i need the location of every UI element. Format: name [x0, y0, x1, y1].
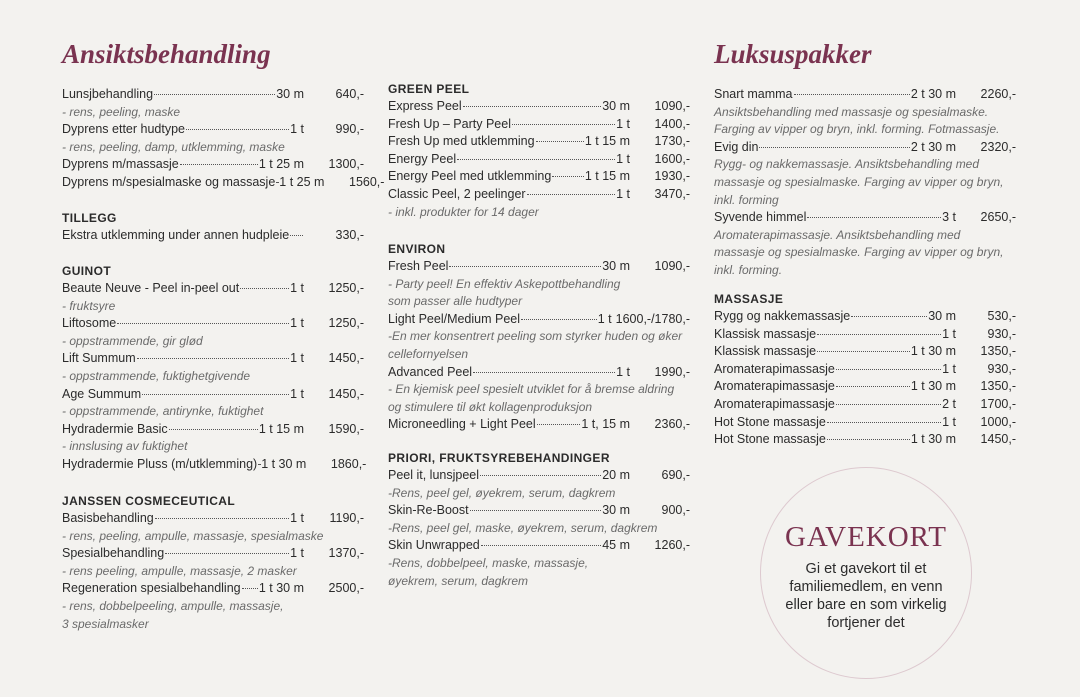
item-price: 1600,-	[654, 151, 690, 166]
item-name: Express Peel	[388, 99, 462, 113]
list-janssen	[62, 510, 364, 633]
price-row	[714, 139, 1016, 157]
price-row	[388, 116, 690, 134]
price-row	[388, 151, 690, 169]
item-description: - oppstrammende, fuktighetgivende	[62, 368, 251, 383]
dot-leader	[827, 422, 941, 423]
item-description: som passer alle hudtyper	[388, 294, 523, 309]
item-description: -Rens, peel gel, øyekrem, serum, dagkrem	[388, 485, 616, 500]
item-name: Classic Peel, 2 peelinger	[388, 186, 526, 201]
price-row	[388, 311, 690, 329]
dot-leader	[137, 358, 289, 359]
item-duration: 1 t	[290, 511, 304, 525]
price-row	[62, 510, 364, 528]
dot-leader	[527, 194, 616, 195]
item-description: cellefornyelsen	[388, 346, 469, 361]
item-name: Advanced Peel	[388, 364, 473, 379]
item-price: 930,-	[987, 361, 1016, 376]
item-name: Rygg og nakkemassasje	[714, 309, 851, 323]
item-duration: 1 t	[290, 351, 304, 366]
item-price: 2320,-	[980, 139, 1016, 154]
list-environ	[388, 258, 690, 434]
item-name: Age Summum	[62, 386, 142, 401]
dot-leader	[512, 124, 615, 125]
item-duration: 30 m	[928, 309, 956, 323]
item-name: Lunsjbehandling	[62, 87, 154, 101]
item-description: inkl. forming.	[714, 262, 783, 277]
price-row	[388, 258, 690, 276]
price-row	[62, 386, 364, 404]
price-row	[714, 361, 1016, 379]
dot-leader	[759, 147, 909, 148]
price-row	[62, 315, 364, 333]
item-name: Snart mamma	[714, 87, 793, 101]
price-row	[388, 502, 690, 520]
item-name: Basisbehandling	[62, 511, 154, 525]
dot-leader	[169, 429, 258, 430]
item-name: Regeneration spesialbehandling	[62, 581, 241, 596]
item-name: Hydradermie Pluss (m/utklemming)	[62, 456, 258, 471]
list-luksuspakker	[714, 86, 1016, 280]
item-price: 1350,-	[980, 379, 1016, 394]
item-duration: 30 m	[276, 87, 304, 101]
dot-leader	[142, 394, 289, 395]
dot-leader	[473, 372, 615, 373]
price-row	[62, 121, 364, 139]
item-name: Liftosome	[62, 316, 117, 331]
dot-leader	[258, 464, 260, 465]
item-description: Rygg- og nakkemassasje. Ansiktsbehandling med	[714, 157, 980, 172]
item-name: Hot Stone massasje	[714, 432, 826, 447]
gavekort-circle	[760, 467, 972, 679]
item-name: Skin Unwrapped	[388, 538, 480, 553]
item-description: 3 spesialmasker	[62, 616, 149, 631]
item-description: massasje og spesialmaske. Farging av vipper og bryn,	[714, 245, 1004, 260]
item-name: Fresh Up – Party Peel	[388, 116, 511, 131]
item-name: Ekstra utklemming under annen hudpleie	[62, 228, 290, 242]
section-massasje	[714, 290, 1016, 449]
item-name: Skin-Re-Boost	[388, 503, 469, 518]
item-duration: 1 t	[616, 116, 630, 131]
dot-leader	[827, 439, 910, 440]
section-title-luksuspakker: Luksuspakker	[714, 39, 872, 69]
list-guinot	[62, 280, 367, 474]
item-duration: 2 t 30 m	[910, 139, 956, 154]
item-price: 1090,-	[654, 259, 690, 273]
item-name: Aromaterapimassasje	[714, 396, 835, 411]
dot-leader	[480, 475, 601, 476]
item-price: 1590,-	[328, 421, 364, 436]
price-row	[62, 456, 367, 474]
item-price: 1250,-	[328, 281, 364, 295]
price-row	[62, 421, 364, 439]
item-name: Hot Stone massasje	[714, 414, 826, 429]
dot-leader	[276, 182, 278, 183]
dot-leader	[242, 588, 258, 589]
price-row	[62, 227, 364, 245]
dot-leader	[836, 386, 910, 387]
section-janssen	[62, 492, 364, 633]
price-row	[62, 350, 364, 368]
item-price: 2650,-	[980, 210, 1016, 225]
item-duration: 3 t	[942, 210, 956, 225]
list-tillegg	[62, 227, 364, 245]
heading-guinot: GUINOT	[62, 264, 112, 278]
dot-leader	[794, 94, 910, 95]
item-name: Aromaterapimassasje	[714, 361, 835, 376]
section-priori	[388, 449, 690, 590]
dot-leader	[117, 323, 289, 324]
heading-green-peel: GREEN PEEL	[388, 82, 470, 96]
dot-leader	[154, 94, 275, 95]
item-name: Fresh Up med utklemming	[388, 134, 535, 149]
price-row	[714, 396, 1016, 414]
item-price: 330,-	[335, 228, 364, 242]
dot-leader	[463, 106, 602, 107]
price-row	[388, 416, 690, 434]
item-price: 1450,-	[980, 432, 1016, 447]
item-name: Dyprens m/spesialmaske og massasje	[62, 174, 276, 189]
item-duration: 1 t	[597, 311, 612, 326]
section-guinot	[62, 262, 367, 474]
dot-leader	[817, 334, 941, 335]
dot-leader	[470, 510, 602, 511]
item-description: øyekrem, serum, dagkrem	[388, 573, 529, 588]
dot-leader	[290, 235, 303, 236]
item-duration: 1 t 15 m	[584, 134, 630, 149]
dot-leader	[817, 351, 910, 352]
item-description: massasje og spesialmaske. Farging av vipper og bryn,	[714, 174, 1004, 189]
item-description: - rens, peeling, ampulle, massasje, spesialmaske	[62, 528, 324, 543]
item-name: Dyprens m/massasje	[62, 157, 179, 172]
price-row	[714, 308, 1016, 326]
section-title-ansiktsbehandling: Ansiktsbehandling	[62, 39, 271, 69]
item-description: - En kjemisk peel spesielt utviklet for å bremse aldring	[388, 382, 675, 397]
item-duration: 30 m	[602, 503, 630, 518]
price-row	[714, 326, 1016, 344]
price-row	[62, 545, 364, 563]
item-name: Fresh Peel	[388, 259, 449, 273]
item-duration: 1 t	[616, 151, 630, 166]
item-name: Microneedling + Light Peel	[388, 417, 536, 432]
list-green-peel	[388, 98, 690, 221]
item-price: 1350,-	[980, 344, 1016, 359]
item-name: Spesialbehandling	[62, 546, 165, 561]
dot-leader	[537, 424, 581, 425]
heading-priori: PRIORI, FRUKTSYREBEHANDINGER	[388, 451, 610, 465]
gavekort-text: Gi et gavekort til et familiemedlem, en venn eller bare en som virkelig fortjener det	[785, 561, 947, 631]
item-duration: 2 t	[942, 396, 956, 411]
item-name: Energy Peel med utklemming	[388, 169, 552, 184]
price-row	[388, 186, 690, 204]
price-row	[388, 537, 690, 555]
dot-leader	[807, 217, 941, 218]
price-row	[62, 86, 364, 104]
item-description: - innslusing av fuktighet	[62, 439, 188, 454]
price-row	[62, 156, 364, 174]
item-price: 690,-	[661, 468, 690, 482]
item-description: - fruktsyre	[62, 298, 116, 313]
item-description: - rens, peeling, damp, utklemming, maske	[62, 139, 285, 154]
item-name: Lift Summum	[62, 351, 136, 366]
item-duration: 30 m	[602, 259, 630, 273]
item-duration: 1 t, 15 m	[581, 417, 630, 432]
item-price: 1300,-	[328, 157, 364, 172]
item-duration: 1 t 15 m	[584, 169, 630, 184]
item-duration: 30 m	[602, 99, 630, 113]
item-duration: 45 m	[602, 538, 630, 553]
list-massasje	[714, 308, 1016, 449]
price-row	[714, 209, 1016, 227]
item-name: Syvende himmel	[714, 210, 807, 225]
price-row	[714, 378, 1016, 396]
item-price: 1450,-	[328, 386, 364, 401]
item-price: 1860,-	[330, 456, 367, 471]
item-name: Klassisk massasje	[714, 326, 817, 341]
item-duration: 1 t 25 m	[258, 157, 304, 172]
item-price: 1370,-	[328, 546, 364, 561]
item-duration: 1 t	[290, 546, 304, 561]
dot-leader	[180, 164, 258, 165]
item-duration: 1 t	[942, 326, 956, 341]
item-duration: 1 t 30 m	[910, 432, 956, 447]
item-description: - Party peel! En effektiv Askepottbehandling	[388, 276, 621, 291]
item-price: 1250,-	[328, 316, 364, 331]
item-price: 3470,-	[654, 186, 690, 201]
item-name: Beaute Neuve - Peel in-peel out	[62, 281, 240, 295]
item-price: 1700,-	[980, 396, 1016, 411]
list-ansiktsbehandling	[62, 86, 385, 192]
item-price: 530,-	[987, 309, 1016, 323]
item-price: 930,-	[987, 326, 1016, 341]
item-description: -En mer konsentrert peeling som styrker huden og øker	[388, 329, 683, 344]
item-name: Evig din	[714, 139, 759, 154]
price-row	[714, 414, 1016, 432]
section-environ	[388, 240, 690, 434]
item-name: Dyprens etter hudtype	[62, 122, 185, 137]
dot-leader	[521, 319, 597, 320]
item-duration: 1 t 30 m	[261, 456, 307, 471]
item-duration: 1 t 30 m	[910, 344, 956, 359]
dot-leader	[481, 545, 601, 546]
item-price: 2360,-	[654, 417, 690, 432]
item-duration: 1 t	[942, 414, 956, 429]
item-duration: 1 t 30 m	[258, 581, 304, 596]
item-description: Farging av vipper og bryn, inkl. forming. Fotmassasje.	[714, 122, 1000, 137]
item-description: -Rens, peel gel, maske, øyekrem, serum, dagkrem	[388, 520, 658, 535]
item-price: 1450,-	[328, 351, 364, 366]
item-duration: 1 t	[616, 364, 630, 379]
item-description: - rens, peeling, maske	[62, 104, 181, 119]
dot-leader	[552, 176, 584, 177]
item-description: Ansiktsbehandling med massasje og spesialmaske.	[714, 104, 989, 119]
item-price: 990,-	[335, 122, 364, 137]
gavekort-title: GAVEKORT	[784, 521, 947, 553]
dot-leader	[449, 266, 601, 267]
heading-environ: ENVIRON	[388, 242, 446, 256]
dot-leader	[240, 288, 289, 289]
dot-leader	[457, 159, 615, 160]
item-description: - rens, dobbelpeeling, ampulle, massasje,	[62, 598, 284, 613]
price-row	[388, 168, 690, 186]
price-row	[714, 431, 1016, 449]
price-row	[388, 364, 690, 382]
item-description: Aromaterapimassasje. Ansiktsbehandling med	[714, 227, 961, 242]
price-row	[388, 133, 690, 151]
item-description: - oppstrammende, gir glød	[62, 333, 203, 348]
item-description: - inkl. produkter for 14 dager	[388, 204, 539, 219]
item-duration: 1 t	[290, 122, 304, 137]
item-duration: 1 t 30 m	[910, 379, 956, 394]
item-duration: 1 t	[616, 186, 630, 201]
dot-leader	[155, 518, 289, 519]
price-row	[62, 580, 364, 598]
dot-leader	[836, 369, 941, 370]
item-price: 640,-	[335, 87, 364, 101]
item-duration: 1 t	[290, 386, 304, 401]
item-name: Light Peel/Medium Peel	[388, 311, 521, 326]
price-row	[714, 343, 1016, 361]
section-tillegg	[62, 209, 364, 245]
price-row	[388, 98, 690, 116]
item-price: 900,-	[661, 503, 690, 518]
item-price: 1190,-	[329, 511, 364, 525]
item-description: - oppstrammende, antirynke, fuktighet	[62, 404, 264, 419]
item-name: Peel it, lunsjpeel	[388, 468, 480, 482]
dot-leader	[536, 141, 584, 142]
item-name: Hydradermie Basic	[62, 421, 168, 436]
dot-leader	[186, 129, 289, 130]
item-duration: 1 t	[942, 361, 956, 376]
item-price: 1730,-	[654, 134, 690, 149]
item-duration: 1 t	[290, 281, 304, 295]
item-duration: 2 t 30 m	[910, 87, 956, 101]
heading-janssen: JANSSEN COSMECEUTICAL	[62, 494, 236, 508]
item-duration: 1 t 25 m	[279, 174, 325, 189]
item-description: inkl. forming	[714, 192, 779, 207]
item-description: og stimulere til økt kollagenproduksjon	[388, 399, 593, 414]
price-row	[388, 467, 690, 485]
price-row	[62, 174, 385, 192]
item-price: 1930,-	[654, 169, 690, 184]
price-row	[62, 280, 364, 298]
item-price: 1260,-	[654, 538, 690, 553]
dot-leader	[851, 316, 927, 317]
price-row	[714, 86, 1016, 104]
item-price: 1000,-	[980, 414, 1016, 429]
heading-tillegg: TILLEGG	[62, 211, 117, 225]
item-description: - rens peeling, ampulle, massasje, 2 masker	[62, 563, 297, 578]
item-price: 1090,-	[654, 99, 690, 113]
item-price: 2260,-	[980, 87, 1016, 101]
dot-leader	[165, 553, 289, 554]
dot-leader	[836, 404, 941, 405]
item-price: 1990,-	[654, 364, 690, 379]
item-duration: 20 m	[602, 468, 630, 482]
item-name: Energy Peel	[388, 151, 457, 166]
item-price: 1600,-/1780,-	[615, 311, 690, 326]
item-name: Klassisk massasje	[714, 344, 817, 359]
item-name: Aromaterapimassasje	[714, 379, 835, 394]
item-price: 1400,-	[654, 116, 690, 131]
item-duration: 1 t	[290, 316, 304, 331]
heading-massasje: MASSASJE	[714, 292, 784, 306]
item-price: 1560,-	[349, 174, 385, 189]
item-description: -Rens, dobbelpeel, maske, massasje,	[388, 555, 589, 570]
item-price: 2500,-	[328, 581, 364, 596]
section-green-peel	[388, 80, 690, 221]
list-priori	[388, 467, 690, 590]
item-duration: 1 t 15 m	[258, 421, 304, 436]
